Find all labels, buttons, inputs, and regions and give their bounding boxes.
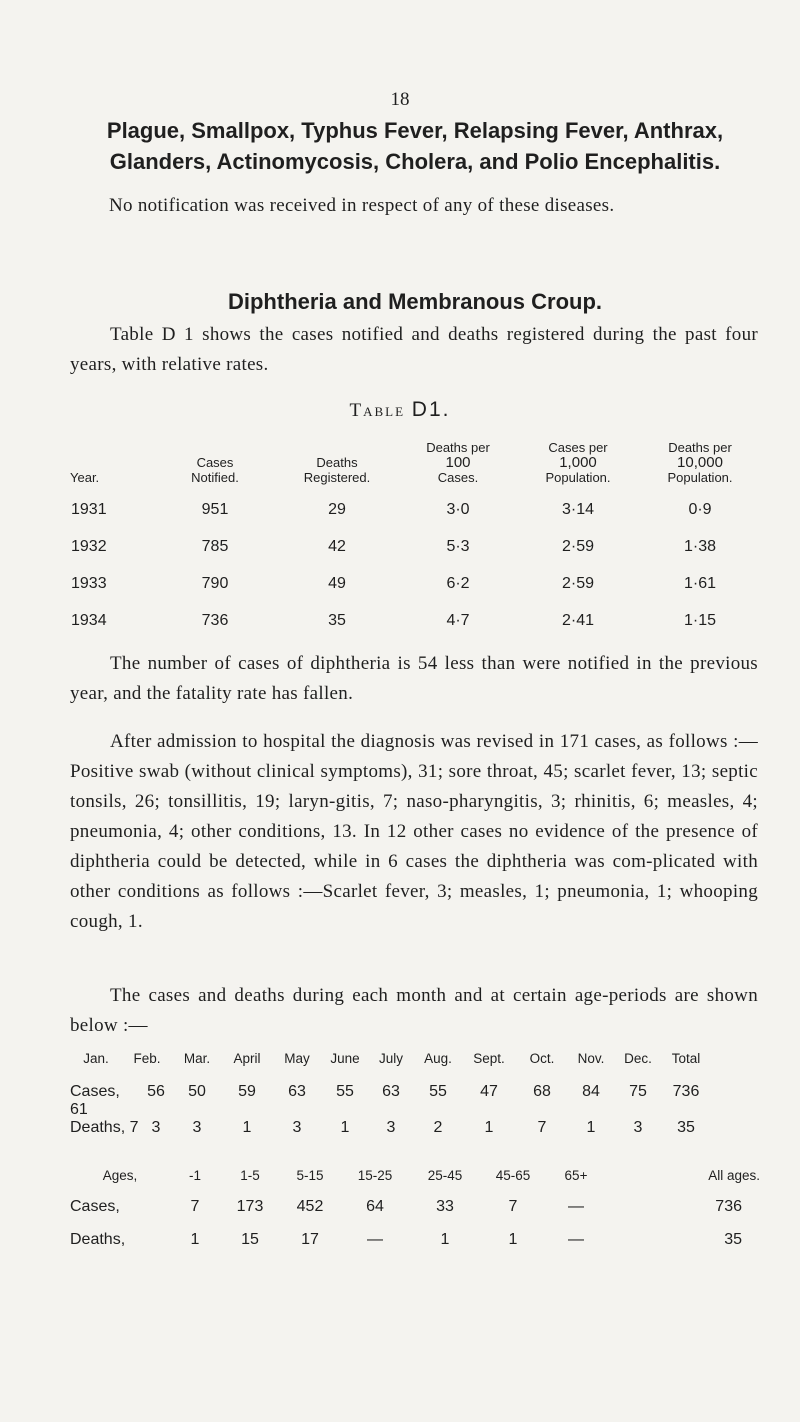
cell-year: 1931: [71, 500, 107, 518]
age-period: 45-65: [495, 1168, 531, 1183]
month-label: June: [330, 1051, 360, 1066]
section-heading-diphtheria: Diphtheria and Membranous Croup.: [227, 289, 603, 314]
cases-value: 55: [336, 1083, 354, 1100]
deaths-value: 1: [484, 1119, 494, 1136]
month-label: Dec.: [624, 1051, 652, 1066]
cell-year: 1934: [71, 611, 107, 629]
deaths-value: 3: [292, 1119, 302, 1136]
paragraph-no-notification: No notification was received in respect of any of these diseases.: [109, 195, 615, 216]
page-number: 18: [390, 89, 410, 110]
table-header-row: [70, 440, 760, 491]
deaths-value: 35: [677, 1119, 695, 1136]
cell-deaths-per-100: 4·7: [446, 611, 470, 629]
cell-cases: 785: [201, 537, 229, 555]
deaths-value: 7: [537, 1119, 547, 1136]
cell-cases: 790: [201, 574, 229, 592]
monthly-header-row: [70, 1051, 760, 1066]
age-cases-value: —: [568, 1198, 584, 1215]
cases-value: 59: [238, 1083, 256, 1100]
cell-deaths-per-10000: 1·38: [683, 537, 717, 555]
age-deaths-value: 35: [724, 1231, 742, 1248]
cell-cases-per-1000: 2·59: [561, 574, 595, 592]
ages-header-row: [70, 1168, 760, 1183]
header-cases-notified: Cases Notified.: [191, 455, 239, 485]
deaths-value: 3: [192, 1119, 202, 1136]
header-year: Year.: [70, 470, 100, 485]
age-period: All ages.: [708, 1168, 760, 1183]
cases-value: 75: [629, 1083, 647, 1100]
deaths-value: 1: [586, 1119, 596, 1136]
month-label: April: [233, 1051, 261, 1066]
cases-value: 84: [582, 1083, 600, 1100]
month-label: Nov.: [577, 1051, 605, 1066]
month-label: May: [284, 1051, 310, 1066]
header-deaths-per-10000: Deaths per 10,000 Population.: [667, 440, 733, 485]
age-deaths-value: 15: [241, 1231, 259, 1248]
age-cases-value: 64: [366, 1198, 384, 1215]
month-label: Jan.: [83, 1051, 109, 1066]
age-cases-value: 7: [508, 1198, 518, 1215]
age-cases-value: 7: [190, 1198, 200, 1215]
month-label: July: [378, 1051, 403, 1066]
deaths-value: 3: [633, 1119, 643, 1136]
table-caption-code: D1.: [411, 398, 451, 421]
cell-cases-per-1000: 2·41: [561, 611, 595, 629]
cell-deaths: 29: [328, 500, 346, 518]
row-label-deaths: Deaths,: [70, 1231, 126, 1248]
month-label: Total: [671, 1051, 701, 1066]
cell-cases: 951: [201, 500, 229, 518]
row-label-cases: Cases,: [70, 1198, 120, 1215]
paragraph-fatality-rate: The number of cases of diphtheria is 54 less than were notified in the previous year, and the fatality rate has fallen.: [70, 653, 758, 704]
age-cases-value: 452: [296, 1198, 324, 1215]
cell-deaths: 42: [328, 537, 346, 555]
deaths-value: 1: [340, 1119, 350, 1136]
month-label: Aug.: [424, 1051, 452, 1066]
table-row: [70, 565, 760, 602]
month-label: Feb.: [133, 1051, 161, 1066]
cases-value: 63: [288, 1083, 306, 1100]
cases-value: 55: [429, 1083, 447, 1100]
table-caption: [0, 398, 800, 422]
age-deaths-value: 1: [440, 1231, 450, 1248]
cell-deaths-per-100: 5·3: [446, 537, 470, 555]
age-cases-value: 33: [436, 1198, 454, 1215]
table-caption-word: Table: [349, 400, 406, 421]
row-label-ages: Ages,: [102, 1168, 138, 1183]
cases-value: 56: [147, 1083, 165, 1100]
header-deaths-registered: Deaths Registered.: [303, 455, 371, 485]
age-period: 25-45: [427, 1168, 463, 1183]
month-label: Sept.: [473, 1051, 505, 1066]
cell-deaths-per-10000: 1·61: [683, 574, 717, 592]
table-row: [70, 491, 760, 528]
cell-cases-per-1000: 2·59: [561, 537, 595, 555]
table-row: [70, 528, 760, 565]
table-d1: [70, 440, 760, 639]
cell-deaths-per-100: 3·0: [446, 500, 470, 518]
cases-value: 47: [480, 1083, 498, 1100]
age-cases-value: 173: [236, 1198, 264, 1215]
age-deaths-value: —: [367, 1231, 383, 1248]
section-heading-plague: Plague, Smallpox, Typhus Fever, Relapsing Fever, Anthrax, Glanders, Actinomycosis, Cholera, and Polio Encephalitis.: [106, 118, 724, 174]
cell-year: 1932: [71, 537, 107, 555]
row-label-deaths: Deaths, 7: [70, 1119, 139, 1136]
cell-deaths: 49: [328, 574, 346, 592]
age-cases-value: 736: [715, 1198, 742, 1215]
age-deaths-value: 1: [508, 1231, 518, 1248]
age-period: 5-15: [296, 1168, 324, 1183]
age-deaths-value: 17: [301, 1231, 319, 1248]
deaths-value: 3: [151, 1119, 161, 1136]
age-deaths-value: 1: [190, 1231, 200, 1248]
age-deaths-value: —: [568, 1231, 584, 1248]
age-period: 15-25: [357, 1168, 393, 1183]
cell-year: 1933: [71, 574, 107, 592]
table-row: [70, 602, 760, 639]
cell-cases-per-1000: 3·14: [561, 500, 595, 518]
monthly-cases-row: [70, 1083, 760, 1119]
month-label: Oct.: [529, 1051, 555, 1066]
cases-value: 736: [672, 1083, 700, 1100]
age-period: 1-5: [240, 1168, 260, 1183]
row-label-cases: Cases, 61: [70, 1083, 120, 1118]
ages-deaths-row: [70, 1231, 760, 1249]
deaths-value: 1: [242, 1119, 252, 1136]
cell-deaths-per-10000: 1·15: [683, 611, 717, 629]
header-cases-per-1000: Cases per 1,000 Population.: [545, 440, 611, 485]
cell-deaths: 35: [328, 611, 346, 629]
age-period: -1: [188, 1168, 201, 1183]
ages-cases-row: [70, 1198, 760, 1216]
cell-deaths-per-100: 6·2: [446, 574, 470, 592]
cases-value: 63: [382, 1083, 400, 1100]
paragraph-table-intro: Table D 1 shows the cases notified and deaths registered during the past four years, with relative rates.: [70, 324, 758, 375]
month-label: Mar.: [183, 1051, 211, 1066]
cell-deaths-per-10000: 0·9: [688, 500, 712, 518]
cases-value: 50: [188, 1083, 206, 1100]
paragraph-monthly-intro: The cases and deaths during each month and at certain age-periods are shown below :—: [70, 985, 758, 1036]
deaths-value: 2: [433, 1119, 443, 1136]
cell-cases: 736: [201, 611, 229, 629]
age-period: 65+: [564, 1168, 588, 1183]
header-deaths-per-100: Deaths per 100 Cases.: [426, 440, 490, 485]
cases-value: 68: [533, 1083, 551, 1100]
deaths-value: 3: [386, 1119, 396, 1136]
monthly-deaths-row: [70, 1119, 760, 1137]
paragraph-revised-diagnosis: After admission to hospital the diagnosis was revised in 171 cases, as follows :—Positive swab (without clinical symptoms), 31; sore throat, 45; scarlet fever, 13; septic tonsils, 26; tonsillitis, 19; laryn-gitis, 7; naso-pharyngitis, 3; rhinitis, 6; measles, 4; pneumonia, 4; other conditions, 13. In 12 other cases no evidence of the presence of diphtheria could be detected, while in 6 cases the diphtheria was com-plicated with other conditions as follows :—Scarlet fever, 3; measles, 1; pneumonia, 1; whooping cough, 1.: [70, 731, 758, 932]
